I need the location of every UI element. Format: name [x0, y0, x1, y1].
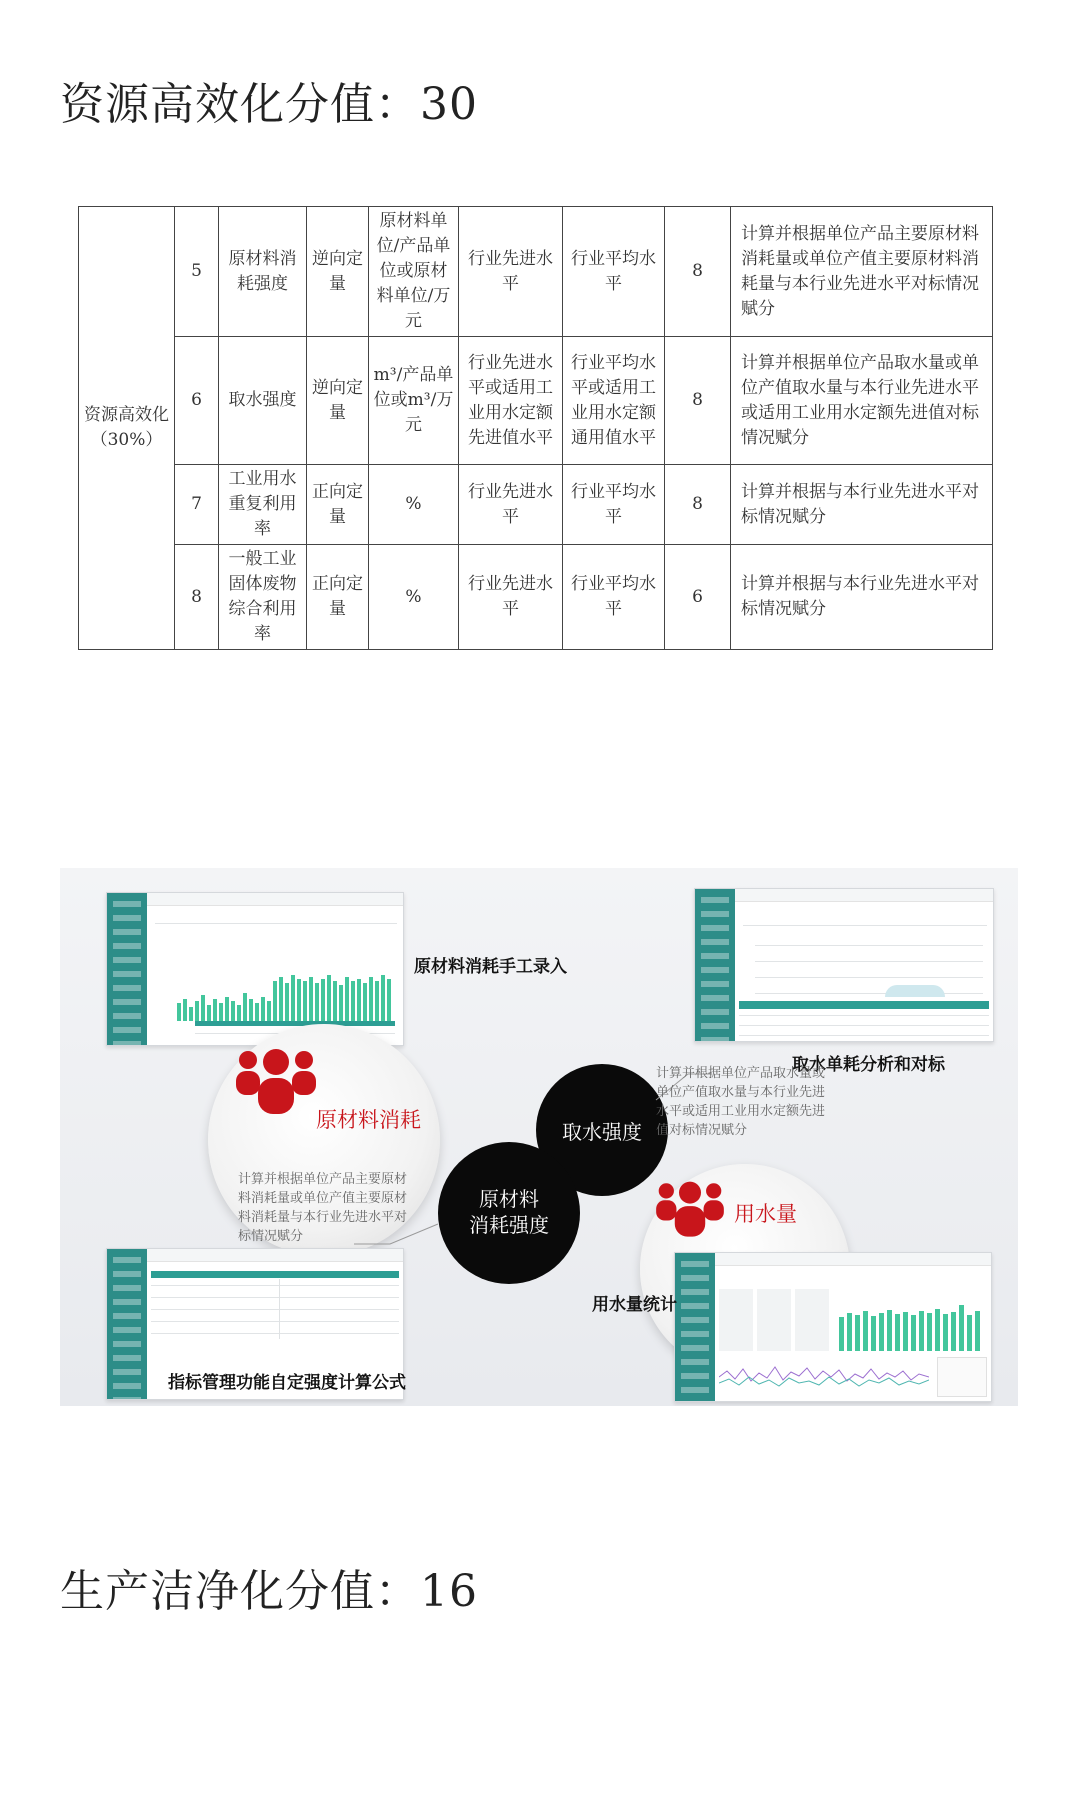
indicator-name: 取水强度	[219, 337, 307, 465]
advanced-level: 行业先进水平	[459, 207, 563, 337]
water-stats-screenshot	[674, 1252, 992, 1402]
mini-bar	[847, 1313, 852, 1351]
feature-infographic	[60, 868, 1018, 1406]
indicator-type: 逆向定量	[307, 207, 369, 337]
mini-bar	[919, 1311, 924, 1351]
table-row	[79, 207, 993, 337]
manual-entry-caption: 原材料消耗手工录入	[414, 957, 567, 977]
score: 8	[665, 465, 731, 545]
mini-bar	[911, 1315, 916, 1351]
section-heading-clean-production: 生产洁净化分值：16	[60, 1566, 478, 1617]
average-level: 行业平均水平	[563, 207, 665, 337]
mini-bar	[879, 1313, 884, 1351]
mini-bar	[943, 1314, 948, 1351]
mini-bar	[935, 1309, 940, 1351]
mini-bar	[855, 1315, 860, 1351]
indicator-table	[78, 206, 993, 650]
water-analysis-caption: 取水单耗分析和对标	[792, 1055, 945, 1075]
average-level: 行业平均水平	[563, 545, 665, 650]
table-row	[79, 465, 993, 545]
indicator-name: 工业用水重复利用率	[219, 465, 307, 545]
mini-bar	[871, 1316, 876, 1351]
indicator-unit: %	[369, 465, 459, 545]
raw-material-label: 原材料消耗	[316, 1108, 421, 1132]
average-level: 行业平均水平或适用工业用水定额通用值水平	[563, 337, 665, 465]
row-number: 8	[175, 545, 219, 650]
water-intensity-label: 取水强度	[562, 1120, 642, 1144]
category-cell: 资源高效化（30%）	[79, 207, 175, 650]
indicator-unit: m³/产品单位或m³/万元	[369, 337, 459, 465]
table-row	[79, 337, 993, 465]
indicator-name: 原材料消耗强度	[219, 207, 307, 337]
advanced-level: 行业先进水平或适用工业用水定额先进值水平	[459, 337, 563, 465]
indicator-type: 正向定量	[307, 465, 369, 545]
material-intensity-line2: 消耗强度	[469, 1213, 549, 1237]
average-level: 行业平均水平	[563, 465, 665, 545]
scoring-method: 计算并根据与本行业先进水平对标情况赋分	[731, 465, 993, 545]
score: 8	[665, 337, 731, 465]
indicator-unit: 原材料单位/产品单位或原材料单位/万元	[369, 207, 459, 337]
mini-bar	[967, 1315, 972, 1351]
score: 8	[665, 207, 731, 337]
scoring-method: 计算并根据与本行业先进水平对标情况赋分	[731, 545, 993, 650]
water-stats-caption: 用水量统计	[592, 1295, 677, 1315]
indicator-type: 正向定量	[307, 545, 369, 650]
water-intensity-note: 计算并根据单位产品取水量或 单位产值取水量与本行业先进 水平或适用工业用水定额先进 值对标情况赋分	[656, 1066, 826, 1138]
mini-bar	[903, 1312, 908, 1351]
water-stats-line-chart	[719, 1359, 929, 1393]
scoring-method: 计算并根据单位产品取水量或单位产值取水量与本行业先进水平或适用工业用水定额先进值对标情况赋分	[731, 337, 993, 465]
scoring-method: 计算并根据单位产品主要原材料消耗量或单位产值主要原材料消耗量与本行业先进水平对标情况赋分	[731, 207, 993, 337]
mini-bar	[959, 1305, 964, 1351]
indicator-type: 逆向定量	[307, 337, 369, 465]
mini-bar	[887, 1310, 892, 1351]
custom-formula-caption: 指标管理功能自定强度计算公式	[168, 1373, 406, 1393]
advanced-level: 行业先进水平	[459, 545, 563, 650]
row-number: 7	[175, 465, 219, 545]
row-number: 5	[175, 207, 219, 337]
score: 6	[665, 545, 731, 650]
material-intensity-line1: 原材料	[479, 1187, 539, 1211]
mini-bar	[863, 1311, 868, 1351]
table-row	[79, 545, 993, 650]
mini-bar	[927, 1313, 932, 1351]
indicator-name: 一般工业固体废物综合利用率	[219, 545, 307, 650]
water-usage-label: 用水量	[734, 1202, 797, 1226]
mini-bar	[839, 1317, 844, 1351]
mini-bar	[895, 1314, 900, 1351]
mini-bar	[951, 1312, 956, 1351]
section-heading-resource-efficiency: 资源高效化分值：30	[60, 79, 478, 130]
mini-bar	[975, 1311, 980, 1351]
material-intensity-note: 计算并根据单位产品主要原材 料消耗量或单位产值主要原材 料消耗量与本行业先进水平对 标情况赋分	[238, 1172, 408, 1244]
advanced-level: 行业先进水平	[459, 465, 563, 545]
indicator-unit: %	[369, 545, 459, 650]
row-number: 6	[175, 337, 219, 465]
